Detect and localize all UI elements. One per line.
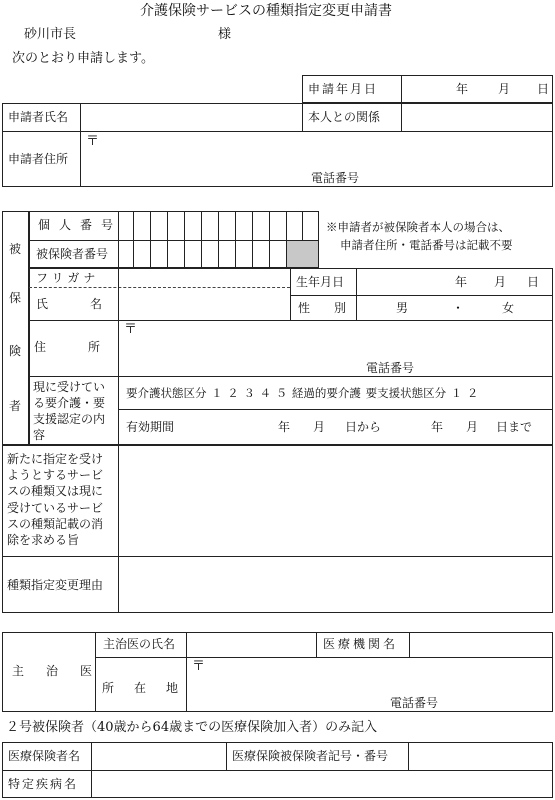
service-label-6: 除を求める旨 bbox=[7, 533, 80, 547]
secondary-insured-heading: ２号被保険者（40歳から64歳までの医療保険加入者）のみ記入 bbox=[6, 720, 378, 735]
insured-number-unused-cell bbox=[287, 241, 318, 267]
service-label-5: スの種類記載の消 bbox=[7, 517, 104, 531]
disease-field[interactable] bbox=[92, 771, 552, 797]
insurer-name-field[interactable] bbox=[92, 743, 225, 769]
applicant-name-label: 申請者氏名 bbox=[8, 110, 69, 124]
note-line-1: ※申請者が被保険者本人の場合は、 bbox=[326, 220, 510, 234]
honorific: 様 bbox=[218, 27, 232, 42]
doctor-name-label: 主治医の氏名 bbox=[103, 637, 176, 651]
insured-number-label: 被保険者番号 bbox=[36, 247, 109, 261]
individual-number-label: 個人番号 bbox=[38, 218, 123, 232]
application-date-year[interactable]: 年 bbox=[456, 82, 469, 96]
insured-label-char-4: 者 bbox=[8, 399, 21, 413]
institution-field[interactable] bbox=[410, 633, 552, 656]
individual-number-field[interactable] bbox=[119, 212, 318, 239]
validity-to-year[interactable]: 年 bbox=[431, 420, 444, 434]
reason-label: 種類指定変更理由 bbox=[7, 578, 104, 592]
intro-text: 次のとおり申請します。 bbox=[12, 51, 154, 66]
furigana-field[interactable] bbox=[119, 269, 289, 286]
birth-date-label: 生年月日 bbox=[296, 275, 345, 289]
service-label-2: ようとするサービ bbox=[7, 468, 104, 482]
doctor-name-field[interactable] bbox=[187, 633, 315, 656]
service-label-3: スの種類又は現に bbox=[7, 484, 104, 498]
reason-field[interactable] bbox=[119, 557, 552, 612]
applicant-phone-label: 電話番号 bbox=[311, 171, 360, 185]
relation-field[interactable] bbox=[402, 104, 552, 130]
care-level-options[interactable]: 要介護状態区分 １ ２ ３ ４ ５ 経過的要介護 要支援状態区分 １ ２ bbox=[126, 386, 479, 400]
service-label-4: 受けているサービ bbox=[7, 501, 104, 515]
sex-female-option[interactable]: 女 bbox=[502, 301, 515, 315]
relation-label: 本人との関係 bbox=[308, 110, 381, 124]
sex-label: 性別 bbox=[298, 301, 371, 315]
note-line-2: 申請者住所・電話番号は記載不要 bbox=[340, 238, 513, 252]
application-date-label: 申請年月日 bbox=[308, 82, 379, 96]
furigana-label: フリガナ bbox=[36, 271, 100, 285]
care-level-label-4: 容 bbox=[33, 428, 46, 442]
doctor-section-label: 主治医 bbox=[12, 664, 115, 678]
insurer-name-label: 医療保険者名 bbox=[8, 749, 81, 763]
page-title: 介護保険サービスの種類指定変更申請書 bbox=[140, 3, 392, 19]
insured-name-label: 氏名 bbox=[36, 297, 145, 311]
service-field[interactable] bbox=[119, 446, 552, 555]
validity-from-day[interactable]: 日から bbox=[345, 420, 382, 434]
insured-label-char-2: 保 bbox=[8, 291, 21, 305]
addressee: 砂川市長 bbox=[24, 27, 77, 42]
insured-phone-label: 電話番号 bbox=[366, 361, 415, 375]
birth-day[interactable]: 日 bbox=[527, 275, 540, 289]
application-date-month[interactable]: 月 bbox=[498, 82, 511, 96]
insured-address-field[interactable] bbox=[119, 321, 552, 375]
validity-from-month[interactable]: 月 bbox=[313, 420, 326, 434]
validity-to-day[interactable]: 日まで bbox=[496, 420, 533, 434]
institution-label: 医療機関名 bbox=[323, 637, 399, 651]
birth-month[interactable]: 月 bbox=[494, 275, 507, 289]
insured-number-field[interactable] bbox=[119, 241, 286, 267]
birth-year[interactable]: 年 bbox=[455, 275, 468, 289]
disease-label: 特定疾病名 bbox=[8, 777, 79, 791]
care-level-label-2: る要介護・要 bbox=[33, 396, 106, 410]
care-level-label-3: 支援認定の内 bbox=[33, 412, 106, 426]
care-level-label-1: 現に受けてい bbox=[33, 380, 106, 394]
applicant-address-label: 申請者住所 bbox=[8, 152, 69, 166]
sex-male-option[interactable]: 男 bbox=[396, 301, 409, 315]
validity-label: 有効期間 bbox=[126, 420, 175, 434]
validity-to-month[interactable]: 月 bbox=[466, 420, 479, 434]
insured-postal-mark: 〒 bbox=[124, 322, 138, 337]
service-label-1: 新たに指定を受け bbox=[7, 452, 104, 466]
application-date-day[interactable]: 日 bbox=[537, 82, 550, 96]
applicant-name-field[interactable] bbox=[81, 104, 301, 130]
sex-separator: ・ bbox=[452, 301, 465, 315]
insured-address-label: 住所 bbox=[34, 340, 143, 354]
insured-symbol-label: 医療保険被保険者記号・番号 bbox=[232, 749, 389, 763]
insured-name-field[interactable] bbox=[119, 289, 289, 319]
doctor-postal-mark: 〒 bbox=[192, 659, 206, 674]
applicant-postal-mark: 〒 bbox=[86, 134, 100, 149]
doctor-address-label: 所在地 bbox=[102, 681, 199, 695]
doctor-phone-label: 電話番号 bbox=[390, 696, 439, 710]
validity-from-year[interactable]: 年 bbox=[278, 420, 291, 434]
insured-label-char-1: 被 bbox=[8, 242, 21, 256]
insured-label-char-3: 険 bbox=[8, 344, 21, 358]
doctor-address-field[interactable] bbox=[187, 658, 552, 711]
insured-symbol-field[interactable] bbox=[409, 743, 552, 769]
